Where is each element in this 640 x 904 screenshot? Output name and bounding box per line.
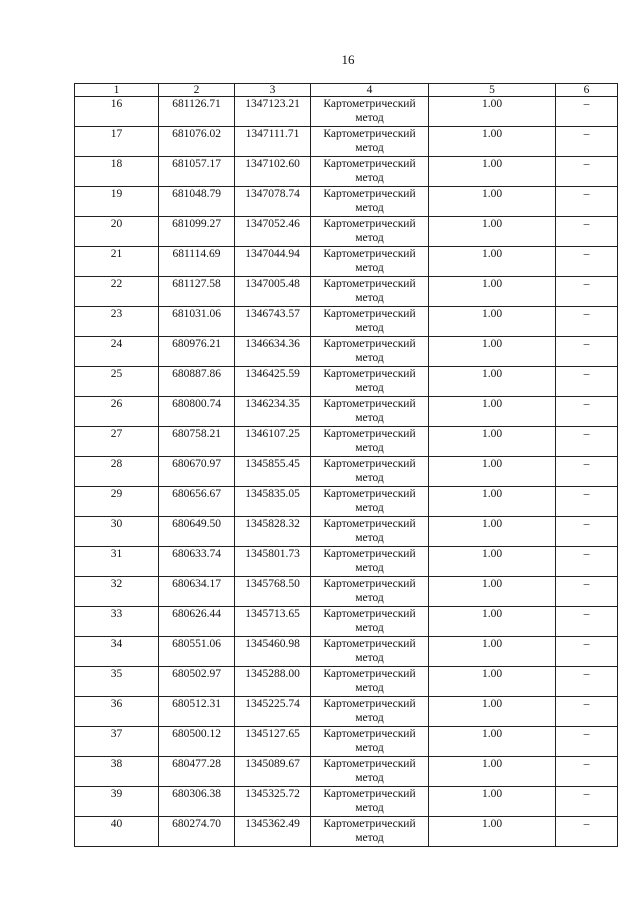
accuracy-cell: 1.00	[429, 427, 556, 457]
coordinate-y-cell: 1345089.67	[235, 757, 311, 787]
header-cell: 6	[556, 84, 618, 97]
note-cell: –	[556, 277, 618, 307]
point-number-cell: 18	[75, 157, 159, 187]
coordinate-x-cell: 680634.17	[159, 577, 235, 607]
method-cell: Картометрический метод	[311, 127, 429, 157]
point-number-cell: 26	[75, 397, 159, 427]
accuracy-cell: 1.00	[429, 487, 556, 517]
coordinate-y-cell: 1346234.35	[235, 397, 311, 427]
method-cell: Картометрический метод	[311, 757, 429, 787]
note-cell: –	[556, 667, 618, 697]
point-number-cell: 19	[75, 187, 159, 217]
accuracy-cell: 1.00	[429, 187, 556, 217]
coordinate-x-cell: 681057.17	[159, 157, 235, 187]
coordinate-x-cell: 680306.38	[159, 787, 235, 817]
accuracy-cell: 1.00	[429, 247, 556, 277]
table-row	[75, 547, 618, 577]
method-cell: Картометрический метод	[311, 97, 429, 127]
note-cell: –	[556, 427, 618, 457]
coordinate-y-cell: 1345855.45	[235, 457, 311, 487]
coordinate-y-cell: 1345713.65	[235, 607, 311, 637]
point-number-cell: 38	[75, 757, 159, 787]
note-cell: –	[556, 577, 618, 607]
coordinate-y-cell: 1346425.59	[235, 367, 311, 397]
coordinate-y-cell: 1345127.65	[235, 727, 311, 757]
coordinate-y-cell: 1345288.00	[235, 667, 311, 697]
accuracy-cell: 1.00	[429, 157, 556, 187]
point-number-cell: 25	[75, 367, 159, 397]
coordinate-x-cell: 680670.97	[159, 457, 235, 487]
coordinate-x-cell: 680887.86	[159, 367, 235, 397]
coordinate-y-cell: 1347005.48	[235, 277, 311, 307]
coordinate-y-cell: 1347044.94	[235, 247, 311, 277]
note-cell: –	[556, 457, 618, 487]
coordinates-table	[74, 83, 618, 847]
coordinate-x-cell: 680976.21	[159, 337, 235, 367]
coordinate-x-cell: 681114.69	[159, 247, 235, 277]
coordinate-x-cell: 680800.74	[159, 397, 235, 427]
table-row	[75, 517, 618, 547]
method-cell: Картометрический метод	[311, 607, 429, 637]
table-row	[75, 367, 618, 397]
point-number-cell: 37	[75, 727, 159, 757]
note-cell: –	[556, 817, 618, 847]
table-row	[75, 607, 618, 637]
method-cell: Картометрический метод	[311, 817, 429, 847]
coordinate-y-cell: 1345828.32	[235, 517, 311, 547]
coordinate-x-cell: 680626.44	[159, 607, 235, 637]
note-cell: –	[556, 217, 618, 247]
accuracy-cell: 1.00	[429, 127, 556, 157]
coordinate-y-cell: 1346107.25	[235, 427, 311, 457]
coordinate-x-cell: 681127.58	[159, 277, 235, 307]
note-cell: –	[556, 367, 618, 397]
coordinate-y-cell: 1345460.98	[235, 637, 311, 667]
coordinate-y-cell: 1347102.60	[235, 157, 311, 187]
method-cell: Картометрический метод	[311, 697, 429, 727]
method-cell: Картометрический метод	[311, 487, 429, 517]
method-cell: Картометрический метод	[311, 727, 429, 757]
table-row	[75, 487, 618, 517]
table-row	[75, 187, 618, 217]
table-row	[75, 577, 618, 607]
note-cell: –	[556, 247, 618, 277]
note-cell: –	[556, 127, 618, 157]
accuracy-cell: 1.00	[429, 337, 556, 367]
note-cell: –	[556, 307, 618, 337]
coordinate-x-cell: 681099.27	[159, 217, 235, 247]
coordinate-x-cell: 681076.02	[159, 127, 235, 157]
coordinate-y-cell: 1345325.72	[235, 787, 311, 817]
method-cell: Картометрический метод	[311, 367, 429, 397]
coordinate-x-cell: 681126.71	[159, 97, 235, 127]
table-row	[75, 787, 618, 817]
note-cell: –	[556, 607, 618, 637]
table-row	[75, 397, 618, 427]
note-cell: –	[556, 757, 618, 787]
point-number-cell: 28	[75, 457, 159, 487]
note-cell: –	[556, 637, 618, 667]
method-cell: Картометрический метод	[311, 157, 429, 187]
accuracy-cell: 1.00	[429, 517, 556, 547]
method-cell: Картометрический метод	[311, 787, 429, 817]
header-cell: 5	[429, 84, 556, 97]
table-body	[75, 97, 618, 847]
table-row	[75, 337, 618, 367]
point-number-cell: 23	[75, 307, 159, 337]
coordinate-y-cell: 1345362.49	[235, 817, 311, 847]
point-number-cell: 40	[75, 817, 159, 847]
note-cell: –	[556, 397, 618, 427]
note-cell: –	[556, 727, 618, 757]
table-row	[75, 667, 618, 697]
coordinate-x-cell: 680551.06	[159, 637, 235, 667]
note-cell: –	[556, 547, 618, 577]
coordinate-x-cell: 680758.21	[159, 427, 235, 457]
method-cell: Картометрический метод	[311, 397, 429, 427]
accuracy-cell: 1.00	[429, 757, 556, 787]
table-row	[75, 307, 618, 337]
table-row	[75, 727, 618, 757]
table-row	[75, 97, 618, 127]
point-number-cell: 20	[75, 217, 159, 247]
accuracy-cell: 1.00	[429, 697, 556, 727]
coordinate-y-cell: 1347123.21	[235, 97, 311, 127]
table-row	[75, 757, 618, 787]
accuracy-cell: 1.00	[429, 787, 556, 817]
point-number-cell: 35	[75, 667, 159, 697]
table-row	[75, 427, 618, 457]
table-row	[75, 217, 618, 247]
header-cell: 2	[159, 84, 235, 97]
point-number-cell: 16	[75, 97, 159, 127]
point-number-cell: 29	[75, 487, 159, 517]
accuracy-cell: 1.00	[429, 397, 556, 427]
accuracy-cell: 1.00	[429, 607, 556, 637]
method-cell: Картометрический метод	[311, 637, 429, 667]
method-cell: Картометрический метод	[311, 457, 429, 487]
method-cell: Картометрический метод	[311, 187, 429, 217]
coordinate-y-cell: 1345768.50	[235, 577, 311, 607]
coordinate-x-cell: 680500.12	[159, 727, 235, 757]
table-row	[75, 457, 618, 487]
accuracy-cell: 1.00	[429, 817, 556, 847]
accuracy-cell: 1.00	[429, 547, 556, 577]
accuracy-cell: 1.00	[429, 277, 556, 307]
coordinate-x-cell: 680477.28	[159, 757, 235, 787]
method-cell: Картометрический метод	[311, 577, 429, 607]
note-cell: –	[556, 187, 618, 217]
coordinate-x-cell: 680274.70	[159, 817, 235, 847]
note-cell: –	[556, 787, 618, 817]
coordinate-x-cell: 680512.31	[159, 697, 235, 727]
point-number-cell: 27	[75, 427, 159, 457]
coordinate-x-cell: 681031.06	[159, 307, 235, 337]
table-header-row	[75, 84, 618, 97]
accuracy-cell: 1.00	[429, 637, 556, 667]
table-row	[75, 247, 618, 277]
coordinate-y-cell: 1347052.46	[235, 217, 311, 247]
coordinate-y-cell: 1345225.74	[235, 697, 311, 727]
accuracy-cell: 1.00	[429, 97, 556, 127]
table-row	[75, 277, 618, 307]
coordinate-x-cell: 681048.79	[159, 187, 235, 217]
note-cell: –	[556, 697, 618, 727]
method-cell: Картометрический метод	[311, 547, 429, 577]
page-number: 16	[341, 52, 355, 67]
method-cell: Картометрический метод	[311, 217, 429, 247]
point-number-cell: 24	[75, 337, 159, 367]
note-cell: –	[556, 157, 618, 187]
coordinate-x-cell: 680656.67	[159, 487, 235, 517]
coordinate-x-cell: 680633.74	[159, 547, 235, 577]
method-cell: Картометрический метод	[311, 667, 429, 697]
point-number-cell: 32	[75, 577, 159, 607]
point-number-cell: 31	[75, 547, 159, 577]
coordinate-y-cell: 1347078.74	[235, 187, 311, 217]
header-cell: 1	[75, 84, 159, 97]
coordinate-x-cell: 680502.97	[159, 667, 235, 697]
point-number-cell: 30	[75, 517, 159, 547]
coordinate-y-cell: 1346634.36	[235, 337, 311, 367]
coordinate-y-cell: 1345801.73	[235, 547, 311, 577]
accuracy-cell: 1.00	[429, 577, 556, 607]
table-row	[75, 637, 618, 667]
accuracy-cell: 1.00	[429, 307, 556, 337]
method-cell: Картометрический метод	[311, 517, 429, 547]
coordinate-y-cell: 1345835.05	[235, 487, 311, 517]
method-cell: Картометрический метод	[311, 307, 429, 337]
header-cell: 4	[311, 84, 429, 97]
table-row	[75, 157, 618, 187]
point-number-cell: 17	[75, 127, 159, 157]
method-cell: Картометрический метод	[311, 247, 429, 277]
note-cell: –	[556, 97, 618, 127]
method-cell: Картометрический метод	[311, 427, 429, 457]
coordinate-x-cell: 680649.50	[159, 517, 235, 547]
note-cell: –	[556, 517, 618, 547]
note-cell: –	[556, 487, 618, 517]
note-cell: –	[556, 337, 618, 367]
header-cell: 3	[235, 84, 311, 97]
point-number-cell: 36	[75, 697, 159, 727]
table-row	[75, 817, 618, 847]
point-number-cell: 21	[75, 247, 159, 277]
method-cell: Картометрический метод	[311, 277, 429, 307]
table-row	[75, 697, 618, 727]
point-number-cell: 39	[75, 787, 159, 817]
accuracy-cell: 1.00	[429, 217, 556, 247]
accuracy-cell: 1.00	[429, 457, 556, 487]
point-number-cell: 34	[75, 637, 159, 667]
method-cell: Картометрический метод	[311, 337, 429, 367]
accuracy-cell: 1.00	[429, 667, 556, 697]
point-number-cell: 33	[75, 607, 159, 637]
coordinate-y-cell: 1347111.71	[235, 127, 311, 157]
point-number-cell: 22	[75, 277, 159, 307]
table-row	[75, 127, 618, 157]
coordinate-y-cell: 1346743.57	[235, 307, 311, 337]
accuracy-cell: 1.00	[429, 367, 556, 397]
accuracy-cell: 1.00	[429, 727, 556, 757]
